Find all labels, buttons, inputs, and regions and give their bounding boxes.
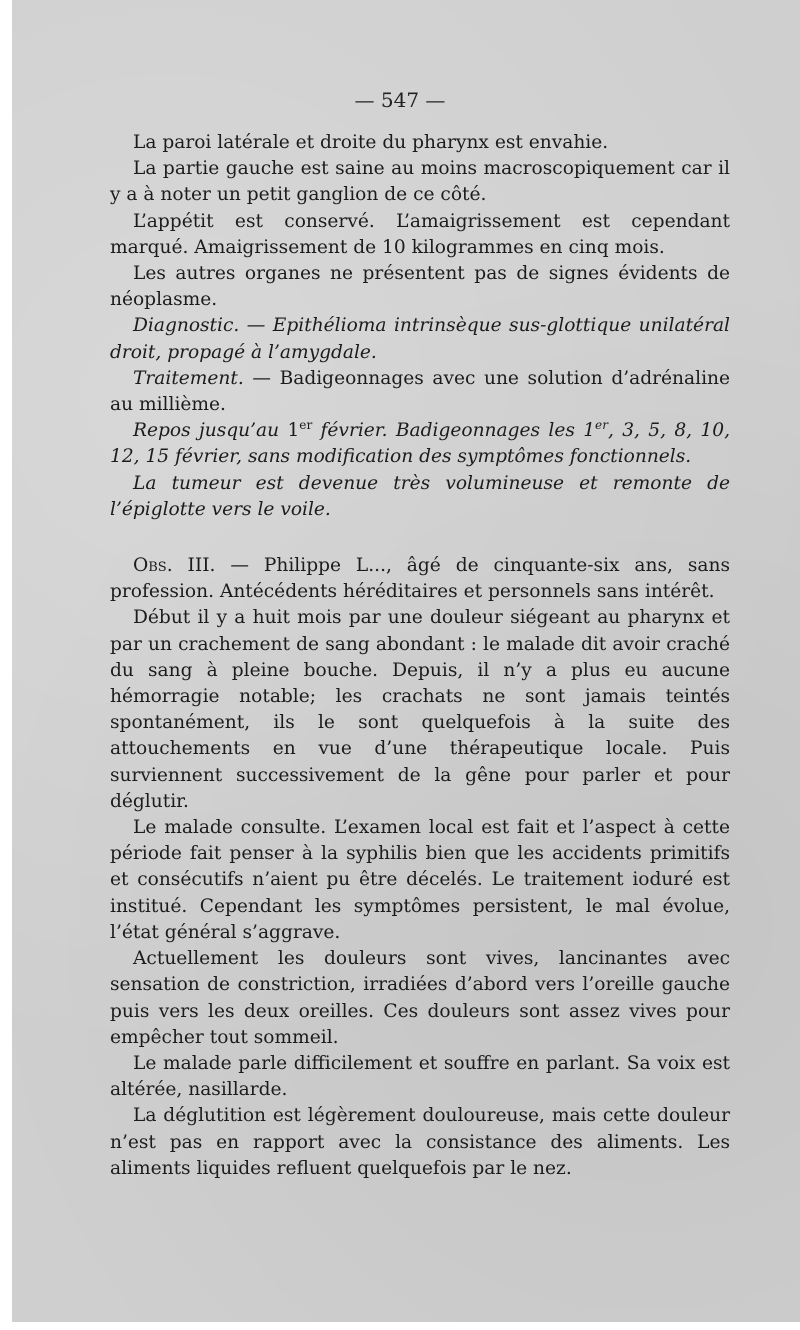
text-span: 1 — [287, 420, 300, 442]
diagnostic-paragraph: Diagnostic. — Epithélioma intrinsèque sus-glottique unilatéral droit, propagé à l’amygdale. — [110, 315, 730, 363]
superscript: er — [299, 418, 313, 433]
paragraph: La partie gauche est saine au moins macroscopiquement car il y a à noter un petit ganglion de ce côté. — [110, 158, 730, 206]
treatment-paragraph — [110, 366, 730, 418]
text-span: , 3, 5, 8, 10, 12, 15 février, sans modification des symptômes fonctionnels. — [110, 420, 730, 468]
observation-heading-paragraph — [110, 553, 730, 605]
paragraph: Début il y a huit mois par une douleur siégeant au pharynx et par un crachement de sang abondant : le malade dit avoir craché du sang à pleine bouche. Depuis, il n’y a plus eu aucune hémorragie notable; les crachats ne sont jamais teintés spontanément, ils le sont quelquefois à la suite des attouchements en vue d’une thérapeutique locale. Puis surviennent successivement de la gêne pour parler et pour déglutir. — [110, 607, 730, 812]
paragraph: Le malade consulte. L’examen local est fait et l’aspect à cette période fait penser à la syphilis bien que les accidents primitifs et consécutifs n’aient pu être décelés. Le traitement ioduré est institué. Cependant les symptômes persistent, le mal évolue, l’état général s’aggrave. — [110, 817, 730, 943]
paragraph: La tumeur est devenue très volumineuse et remonte de l’épiglotte vers le voile. — [110, 472, 730, 520]
paragraph: L’appétit est conservé. L’amaigrissement est cependant marqué. Amaigrissement de 10 kilogrammes en cinq mois. — [110, 210, 730, 258]
superscript: er — [595, 418, 608, 433]
text-span: Repos jusqu’au — [133, 420, 288, 442]
section-gap — [110, 523, 730, 553]
text-span: février. Badigeonnages les 1 — [312, 420, 596, 442]
treatment-text: — Badigeonnages avec une solution d’adrénaline au millième. — [110, 367, 730, 416]
paragraph: Actuellement les douleurs sont vives, lancinantes avec sensation de constriction, irradiées d’abord vers l’oreille gauche puis vers les deux oreilles. Ces douleurs sont assez vives pour empêcher tout sommeil. — [110, 948, 730, 1048]
rest-paragraph — [110, 418, 730, 470]
paragraph: La paroi latérale et droite du pharynx est envahie. — [133, 132, 609, 153]
paragraph: Le malade parle difficilement et souffre en parlant. Sa voix est altérée, nasillarde. — [110, 1052, 730, 1101]
page-number: — 547 — — [354, 88, 446, 112]
body-text — [110, 130, 730, 1182]
observation-text: — Philippe L..., âgé de cinquante-six ans, sans profession. Antécédents héréditaires et personnels sans intérêt. — [110, 555, 730, 603]
paragraph: Les autres organes ne présentent pas de signes évidents de néoplasme. — [110, 263, 730, 311]
paragraph: La déglutition est légèrement douloureuse, mais cette douleur n’est pas en rapport avec la consistance des aliments. Les aliments liquides refluent quelquefois par le nez. — [110, 1105, 730, 1179]
treatment-label: Traitement. — [133, 367, 244, 389]
observation-label: Obs. III. — [133, 555, 216, 577]
